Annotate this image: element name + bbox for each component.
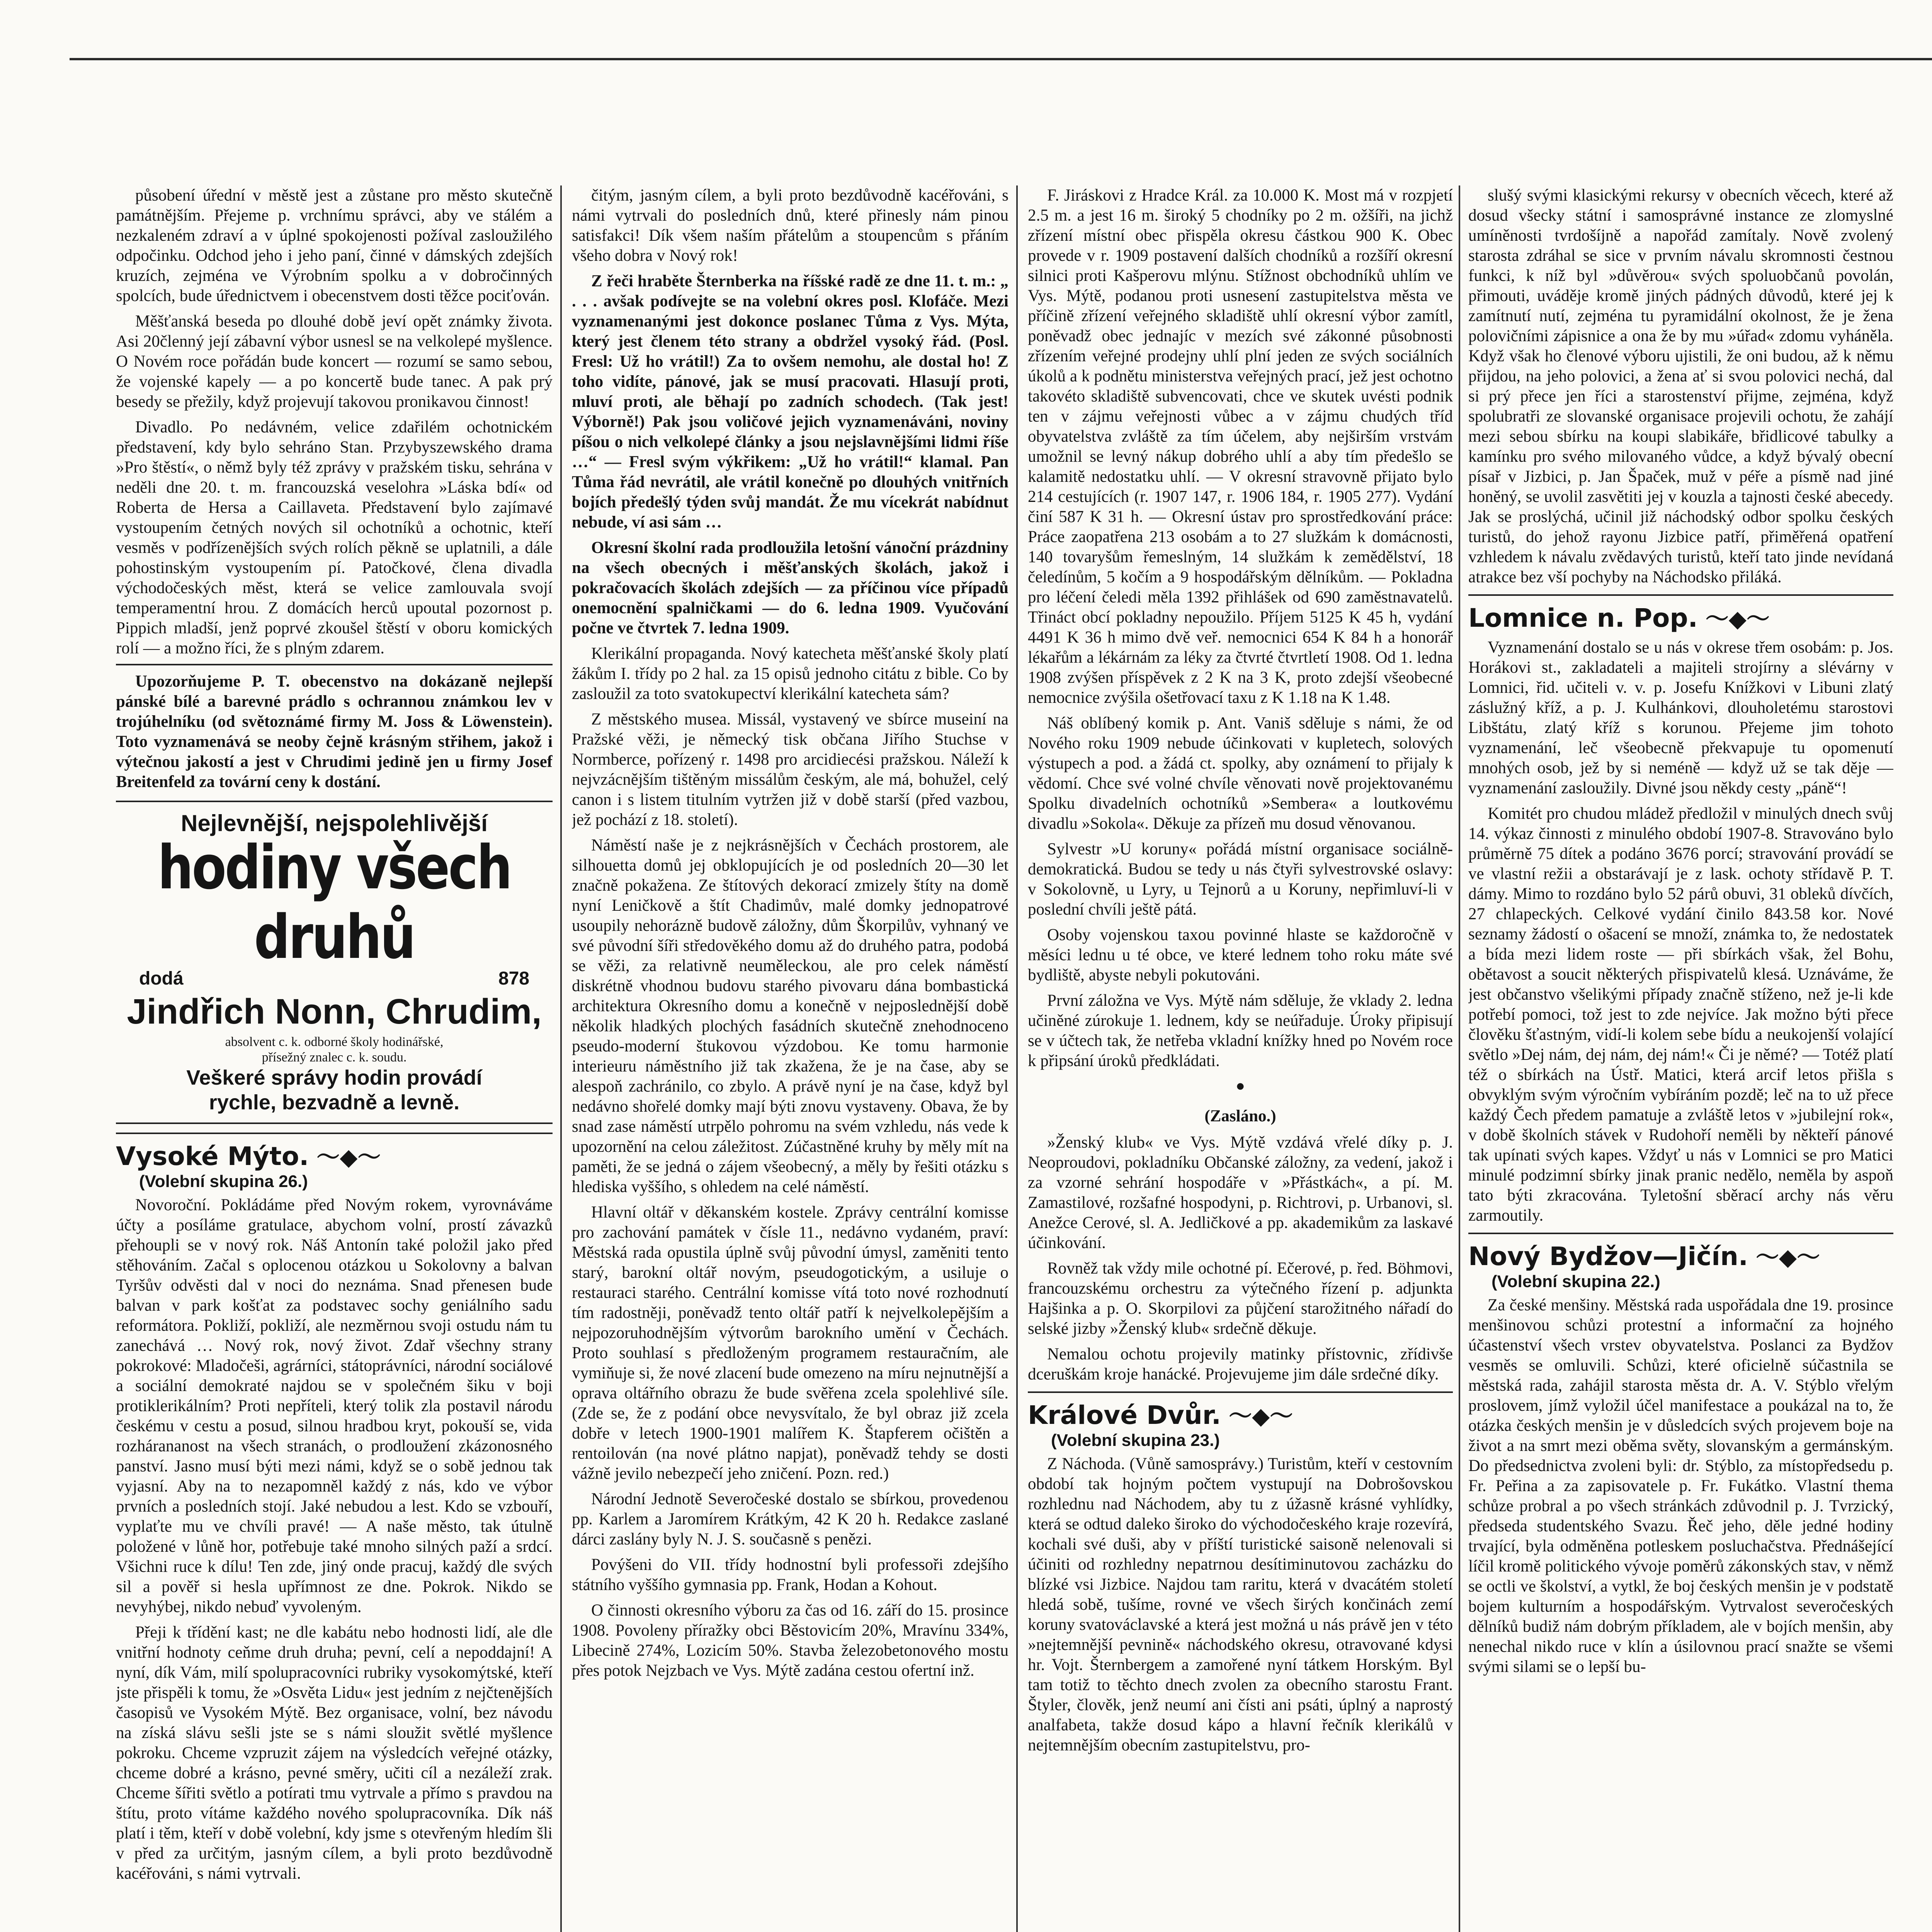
column-4	[1468, 185, 1893, 1932]
column-rule	[560, 185, 562, 1932]
section-header	[1468, 594, 1893, 634]
article-paragraph: Osoby vojenskou taxou povinné hlaste se každoročně v měsíci lednu u té obce, ve které lednem toho roku máte své bydliště, abyste nebyli pokutováni.	[1028, 926, 1453, 984]
article-paragraph: Hlavní oltář v děkanském kostele. Zprávy centrální komisse pro zachování památek v čísle 11., nedávno vydaném, praví: Městská rada opustila úplně svůj původní úmysl, zaměniti tento starý, barokní oltář novým, pseudogotickým, a usiluje o restauraci starého. Centrální komisse vítá toto nové rozhodnutí tím radostněji, poněvadž tento oltář patří k nejvelkolepějším a nejpozoruhodnějším výtvorům barokního umění v Čechách. Proto souhlasí s předloženým programem restauračním, ale vymiňuje si, že nové zlacení bude omezeno na míru nejnutnější a oprava oltářního obrazu že bude svěřena zcela spolehlivé síle. (Zde se, že z podání obce nevysvítalo, že byl obraz již zcela dobře v letech 1900-1901 malířem K. Štapferem očištěn a rentoilován (na nové plátno napjat), poněvadž tehdy se dosti vážně jevilo nebezpečí jeho zničení. Pozn. red.)	[572, 1203, 1009, 1483]
advert-big-text: hodiny všech druhů	[158, 832, 511, 973]
article-paragraph: Vyznamenání dostalo se u nás v okrese třem osobám: p. Jos. Horákovi st., zakladateli a majiteli strojírny a slévárny v Lomnici, řid. učiteli v. v. p. Josefu Knížkovi v Libuni zlatý záslužný kříž, a p. J. Kulhánkovi, dlouholetému starostovi Libštátu, zlatý kříž s korunou. Přejeme jim tohoto vyznamenání, leč všeobecně překvapuje tu opomenutí mnohých osob, jež by si neméně — když už se tak děje — vyznamenání zasloužily. Divné jsou někdy cesty „páně“!	[1468, 638, 1893, 797]
article-paragraph: »Ženský klub« ve Vys. Mýtě vzdává vřelé díky p. J. Neoproudovi, pokladníku Občanské záložny, za vedení, jakož i za vzorné sehrání hospodáře v »Přástkách«, a pí. M. Zamastilové, rozšafné hospodyni, p. Richtrovi, p. Urbanovi, sl. Anežce Cerové, sl. A. Jedličkové a pp. akademikům za laskavé účinkování.	[1028, 1133, 1453, 1252]
article-paragraph: Klerikální propaganda. Nový katecheta měšťanské školy platí žákům I. třídy po 2 hal. za 15 opisů jednoho citátu z bible. Co by zasloužil za toto svatokupectví klerikální katecheta sám?	[572, 645, 1009, 703]
article-paragraph: První záložna ve Vys. Mýtě nám sděluje, že vklady 2. ledna učiněné zúrokuje 1. lednem, kdy se neúřaduje. Úroky připisují se v účtech tak, že netřeba vkladní knížky hned po Novém roce k připsání úroků předkládati.	[1028, 992, 1453, 1070]
advert-line-1: Veškeré správy hodin provádí	[186, 1066, 482, 1089]
advert-small-1: absolvent c. k. odborné školy hodinářské,	[225, 1035, 444, 1049]
article-paragraph: Národní Jednotě Severočeské dostalo se sbírkou, provedenou pp. Karlem a Jaromírem Krátkým, 42 K 20 h. Redakce zaslané dárci zaslány byly N. J. S. současně s penězi.	[572, 1490, 1009, 1548]
article-paragraph: F. Jiráskovi z Hradce Král. za 10.000 K. Most má v rozpjetí 2.5 m. a jest 16 m. široký 5 chodníky po 2 m. ožšíři, na jichž zřízení místní obec přispěla okresu částkou 900 K. Obec provede v r. 1909 postavení dalších chodníků a rozšíří okresní silnici proti Kašperovu mlýnu. Stížnost obchodníků uhlím ve Vys. Mýtě, podanou proti usnesení zastupitelstva města ve příčině zřízení veřejného skladiště uhlí okresní výbor zamítl, poněvadž obec jednajíc v mezích své zákonné působnosti zřízením veřejné prodejny uhlí plní jeden ze svých sociálních úkolů a k podnětu ministerstva veřejných prací, jež jest ochotno takovéto skladiště subvencovati, chce ve skutek uvésti podnik ten v zájmu veřejnosti vůbec a v zájmu chudých tříd obyvatelstva zvláště za tím účelem, aby nejširším vrstvám umožnil se levný nákup dobrého uhlí a aby tím předešlo se kalamitě nedostatku uhlí. — V okresní stravovně přijato bylo 214 cestujících (r. 1907 147, r. 1906 184, r. 1905 277). Vydání činí 587 K 31 h. — Okresní ústav pro sprostředkování práce: Práce zaopatřena 213 osobám a to 27 služkám k domácnosti, 140 tovaryšům řemeslným, 14 služkám k zemědělství, 18 čeledínům, 5 kočím a 9 hospodářským dělníkům. — Pokladna pro léčení čeledi měla 1392 přihlášek od 690 zaměstnavatelů. Třináct obcí pokladny nepoužilo. Příjem 5125 K 45 h, vydání 4491 K 36 h mimo dvě veř. nemocnici 654 K 84 h a honorář lékařům a lékárnám za léky za čtvrté čtvrtletí 1908. Od 1. ledna 1908 zvýšen příspěvek z 2 K na 3 K, proto zdejší všeobecné nemocnice zvýšila ošetřovací taxu z K 1.18 na K 1.48.	[1028, 186, 1453, 707]
article-paragraph: čitým, jasným cílem, a byli proto bezdůvodně kacéřováni, s námi vytrvali do posledních dnů, které přinesly nám pinou satisfakci! Dík všem naším přátelům a stoupencům s přáním všeho dobra v Nový rok!	[572, 186, 1009, 265]
article-paragraph: Divadlo. Po nedávném, velice zdařilém ochotnickém představení, kdy bylo sehráno Stan. Przybyszewského drama »Pro štěstí«, o němž byly též zprávy v pražském tisku, sehrána v neděli dne 20. t. m. francouzská veselohra »Láska bdí« od Roberta de Hersa a Caillaveta. Představení bylo zajímavé vystoupením četných nových sil ochotníků a ochotnic, kteří vesměs v podřízenějších svých rolích pěkně se uplatnili, a dále pohostinským vystoupením pí. Patočkové, člena divadla východočeských měst, která se velice zamlouvala svojí temperamentní hrou. Z domácích herců upoutal pozornost p. Pippich mladší, jenž poprvé zkoušel štěstí v oboru komických rolí — a možno říci, že s plným zdarem.	[116, 418, 553, 657]
article-paragraph: Měšťanská beseda po dlouhé době jeví opět známky života. Asi 20členný její zábavní výbor usnesl se na velkolepé myšlence. O Novém roce pořádán bude koncert — rozumí se samo sebou, že vojenské kapely — a po koncertě bude tanec. A pak prý besedy se přežily, když projevují takovou pronikavou činnost!	[116, 312, 553, 411]
column-2	[572, 185, 1009, 1932]
flourish-icon: 〜◆〜	[316, 1145, 381, 1170]
article-paragraph: Nemalou ochotu projevily matinky přístovnic, zřídivše dceruškám kroje hanácké. Projevujeme jim dále srdečné díky.	[1028, 1345, 1453, 1383]
article-paragraph: Sylvestr »U koruny« pořádá místní organisace sociálně-demokratická. Budou se tedy u nás čtyři sylvestrovské oslavy: v Sokolovně, u Lyry, u Tejnorů a u Koruny, nepřimluví-li v poslední chvíli ještě pátá.	[1028, 840, 1453, 918]
top-rule	[70, 58, 1932, 60]
article-paragraph: Náměstí naše je z nejkrásnějších v Čechách prostorem, ale silhouetta domů jej obklopujících je od posledních 20—30 let značně pokažena. Ze štítových dekorací zmizely štíty na domě nyní Leničkově a štít Chadimův, malé domky jednopatrové usoupily nehorázně budově záložny, dům Škorpilův, vyhnaný ve své původní šíři středověkého domu až do druhého patra, podobá se věži, za relativně neuměleckou, ale pro celek náměstí diskrétně vhodnou budovu starého pivovaru dána bombastická architektura Okresního domu a konečně v nejposlednější době několik hladkých plochých fasádních skutečně znehodnoceno pseudo-moderní štukovou výzdobou. Ke tomu harmonie interieuru náměstního již tak zkažena, že je na čase, aby se alespoň zachránilo, co zbylo. A právě nyní je na čase, když byl nedávno shořelé domky mají býti znovu vystaveny. Obava, že by snad zase náměstí utrpělo pohromu na svém vzhledu, nás vede k upozornění na celou záležitost. Zúčastněné kruhy by měly mít na paměti, že se jedná o zájem všeobecný, a měly by řešiti otázku s hlediska vyššího, s ohledem na celé náměstí.	[572, 836, 1009, 1196]
section-header	[1028, 1391, 1453, 1450]
section-subtitle: (Volební skupina 23.)	[1051, 1431, 1220, 1450]
advert-text: Upozorňujeme P. T. obecenstvo na dokázaně nejlepší pánské bílé a barevné prádlo s ochrannou známkou lev v trojúhelníku (od světoznámé firmy M. Joss & Löwenstein). Toto vyznamenává se neoby čejně krásným střihem, jakož i výtečnou jakostí a jest v Chrudimi jedině jen u firmy Josef Breitenfeld za tovární ceny k dostání.	[116, 672, 553, 791]
column-3	[1028, 185, 1453, 1932]
article-paragraph: Z městského musea. Missál, vystavený ve sbírce museiní na Pražské věži, je německý tisk občana Jiřího Stuchse v Normberce, pořízený r. 1498 pro arcidiecési pražskou. Náleží k nejvzácnějším tištěným missálům českým, ale má, bohužel, celý canon i s listem titulním vytržen již v době starší (před vazbou, jež pochází z 18. století).	[572, 710, 1009, 829]
article-paragraph: slušý svými klasickými rekursy v obecních věcech, které až dosud všecky státní i samosprávné instance ze zlomyslné umíněnosti tvrdošíjně a napořád zamítaly. Nově zvolený starosta zdráhal se sice v prvním návalu skromnosti čestnou funkci, k níž byl »důvěrou« svých spoluobčanů povolán, přimouti, uváděje kromě jiných pádných důvodů, které jej k zamítnutí nutí, zejména tu pyramidální okolnost, že je žena polovičními zápisnice a ona že by mu »úřad« zdomu vyháněla. Když však ho členové výboru ujistili, že oni budou, až k němu přijdou, na jeho polovici, a žena ať si svou polovici nechá, dal si prý přece jen říci a starostenství přijme, zejména, když spolubratři ze slovanské organisace projevili ochotu, že zahájí mezi sebou sbírku na koupi slabikáře, břidlicové tabulky a kamínku pro svého milovaného vůdce, a když bývalý obecní písař v Jizbici, p. Jan Špaček, muž v péře a písmě nad jiné honěný, se uvolil zasvětiti jej v kouzla a tajnosti české abecedy. Jak se proslýchá, učinil již náchodský odbor spolku českých turistů, do jehož rayonu Jizbice patří, přiměřená opatření vzhledem k návalu zvědavých turistů, kteří tato jinde nevídaná atrakce bez vší pochyby na Náchodsko přiláká.	[1468, 186, 1893, 586]
article-paragraph: Přeji k třídění kast; ne dle kabátu nebo hodnosti lidí, ale dle vnitřní hodnoty ceňme druh druha; pevní, celí a nepoddajní! A nyní, dík Vám, milí spolupracovníci rubriky vysokomýtské, kteří jste přispěli k tomu, že »Osvěta Lidu« jest jedním z nejčtenějších časopisů ve Vysokém Mýtě. Bez organisace, volní, bez návodu na získá slávu sešli jste se s námi sloužit světlé myšlence pokroku. Chceme vzpruzit zájem na výsledcích veřejné otázky, chceme dobré a krásno, pevné směry, učiti cíl a nezáleží zrak. Chceme šířiti světlo a potírati tmu vytrvale a přímo s pravdou na štítu, proto vítáme každého nového spolupracovníka. Dík náš platí i těm, kteří v době volební, kdy jsme s otevřeným hledím šli v před za určitým, jasným cílem, a byli proto bezdůvodně kacéřováni, s námi vytrvali.	[116, 1623, 553, 1883]
article-paragraph: Povýšeni do VII. třídy hodnostní byli professoři zdejšího státního vyššího gymnasia pp. Frank, Hodan a Kohout.	[572, 1556, 1009, 1594]
section-subtitle: (Volební skupina 22.)	[1492, 1272, 1660, 1291]
article-paragraph: Okresní školní rada prodloužila letošní vánoční prázdniny na všech obecných i měšťanských školách, jakož i pokračovacích školách zdejších — za příčinou více případů onemocnění spalničkami — do 6. ledna 1909. Vyučování počne ve čtvrtek 7. ledna 1909.	[572, 539, 1009, 637]
article-paragraph: Z řeči hraběte Šternberka na říšské radě ze dne 11. t. m.: „ . . . avšak podívejte se na volební okres posl. Klofáče. Mezi vyznamenanými jest dokonce poslanec Tůma z Vys. Mýta, který jest členem této strany a obdržel vysoký řád. (Posl. Fresl: Už ho vrátil!) Za to ovšem nemohu, ale dostal ho! Z toho vidíte, pánové, jak se musí pracovati. Hlasují proti, mluví proti, ale běhají po zadních schodech. (Tak jest! Výborně!) Pak jsou voličové jejich vyznamenáváni, noviny píšou o nich velkolepé články a jsou nejslavnějšími lidmi říše …“ — Fresl svým výkřikem: „Už ho vrátil!“ klamal. Pan Tůma řád nevrátil, ale vrátil konečně po dlouhých vnitřních bojích předešlý týden svůj mandát. Že mu vícekrát nabídnut nebude, ví asi sám …	[572, 272, 1009, 531]
section-header	[1468, 1233, 1893, 1291]
section-title: Nový Bydžov—Jičín.	[1468, 1242, 1748, 1271]
section-subtitle: (Volební skupina 26.)	[139, 1172, 308, 1191]
section-title: Králové Dvůr.	[1028, 1400, 1221, 1430]
advert-number: 878	[498, 968, 529, 989]
article-paragraph: působení úřední v městě jest a zůstane pro město skutečně památnějším. Přejeme p. vrchnímu správci, aby ve stálém a nezkaleném zdraví a v úplné spokojenosti požíval zasloužilého odpočinku. Odchod jeho i jeho paní, činné v dámských zdejších kruzích, zejména ve Výrobním spolku a v dobročinných spolcích, bude úřednictvem i obecenstvem dosti těžce pociťován.	[116, 186, 553, 305]
advert-firm-name: Jindřich Nonn, Chrudim,	[127, 992, 542, 1031]
section-title: Vysoké Mýto.	[116, 1141, 309, 1171]
section-header	[116, 1133, 553, 1191]
advert-small-2: přísežný znalec c. k. soudu.	[262, 1050, 407, 1065]
advert-laundry	[116, 664, 553, 792]
article-paragraph: Z Náchoda. (Vůně samosprávy.) Turistům, kteří v cestovním období tak hojným počtem vystupují na Dobrošovskou rozhlednu nad Náchodem, aby tu z úžasně krásné vyhlídky, která se odtud daleko široko do východočeského kraje rozevírá, kochali své duši, aby v příští turistické saisoně nelenovali si účiniti od rozhledny nepatrnou desítiminutovou zacházku do blízké vsi Jizbice. Najdou tam raritu, která v dvacátém století hledá sobě, tušíme, rovné ve všech širých končinách zemí koruny svatováclavské a která jest možná u nás právě jen v této »nejtemnější pevnině« náchodského okresu, otravované kdysi hr. Vojt. Šternbergem a zamořené nyní tátkem Horským. Byl tam totiž to těchto dnech zvolen za obecního starostu Frant. Štyler, člověk, jenž neumí ani čísti ani psáti, úplný a naprostý analfabeta, takže dosud kápo a hlavní řečník klerikálů v nejtemnějším obecním zastupitelstvu, pro-	[1028, 1455, 1453, 1754]
flourish-icon: 〜◆〜	[1705, 606, 1770, 632]
article-paragraph: O činnosti okresního výboru za čas od 16. září do 15. prosince 1908. Povoleny příražky obci Běstovicím 20%, Mravínu 334%, Libecině 274%, Lozicím 50%. Stavba železobetonového mostu přes potok Nejzbach ve Vys. Mýtě zadána cestou ofertní inž.	[572, 1601, 1009, 1680]
article-paragraph: Rovněž tak vždy mile ochotné pí. Ečerové, p. řed. Böhmovi, francouzskému orchestru za výtečného řízení p. adjunkta Hajšinka a p. O. Skorpilovi za půjčení starožitného nářadí do selské jizby »Ženský klub« srdečně děkuje.	[1028, 1259, 1453, 1338]
article-paragraph: Za české menšiny. Městská rada uspořádala dne 19. prosince menšinovou schůzi protestní a informační za hojného účastenství všech vrstev obyvatelstva. Poslanci za Bydžov vesměs se omluvili. Schůzi, které oficielně súčastnila se městská rada, zahájil starosta města dr. A. V. Stýblo vřelým proslovem, jímž vyložil účel manifestace a poukázal na to, že otázka českých menšin je v důsledcích svých projevem boje na život a na smrt mezi oběma světy, slovanským a germánským. Do předsednictva zvoleni byli: dr. Stýblo, za místopředsedu p. Fr. Peřina a za zapisovatele p. Fr. Fukátko. Vlastní thema schůze probral a po všech stránkách zdůvodnil p. J. Tvrzický, předseda studentského Svazu. Řeč jeho, děle jedné hodiny trvající, byla odměněna potleskem posluchačstva. Přednášející líčil kromě politického vývoje poměrů zákonských stav, v němž se octli ve školství, a vytkl, že boj českých menšin je v podstatě bojem kulturním a hospodářským. Vytrvalost severočeských dělníků budiž nám dobrým příkladem, ale v bojích menšin, aby nenechal nikdo ruce v klín a úsilovnou prací snažte se všemi svými silami se o lepší bu-	[1468, 1296, 1893, 1676]
advert-watches	[116, 801, 553, 1124]
separator-dot-icon: ●	[1235, 1077, 1245, 1094]
advert-headline: Nejlevnější, nejspolehlivější	[181, 810, 488, 836]
zaslano-heading: (Zasláno.)	[1204, 1107, 1276, 1125]
section-title: Lomnice n. Pop.	[1468, 603, 1698, 633]
advert-doda: dodá	[139, 968, 184, 989]
article-paragraph: Komitét pro chudou mládež předložil v minulých dnech svůj 14. výkaz činnosti z minulého období 1907-8. Stravováno bylo průměrně 75 dítek a podáno 3676 porcí; stravování provádí se ve vlastní režii a obstarávají je z lask. ochoty střídavě P. T. dámy. Mimo to rozdáno bylo 52 párů obuvi, 31 obleků dívčích, 27 chlapeckých. Celkové vydání činilo 843.58 kor. Nové seznamy žádostí o ošacení se množí, známka to, že nedostatek a bída mezi lidem roste — při sbírkách však, žel Bohu, obětavost a soucit některých přispivatelů klesá. Uznáváme, že jest občanstvo všelikými případy značně stíženo, než je-li kde potřebí pomoci, tož jest to zde nejvíce. Jak možno býti přece člověku šťastným, vidí-li kolem sebe bídu a neukojenší volající světlo »Dej nám, dej nám, dej nám!« Či je němé? — Totéž platí též o sbírkách na Ústř. Matici, která arcif letos přišla s obvyklým svým výročním vybíráním pozdě; leč na to už přece každý Čech předem pamatuje a zvláště letos v »jubilejní rok«, v době školních stávek v Rudohoří neměli by někteří pánové tak upínati svých kapes. Vždyť u nás v Lomnici se pro Matici minulé podzimní sbírky jinak pranic nedělo, neměla by aspoň tato býti zkracována. Tyletošní sběrací archy nás věru zarmoutily.	[1468, 804, 1893, 1225]
column-rule	[1016, 185, 1018, 1932]
column-1	[116, 185, 553, 1932]
flourish-icon: 〜◆〜	[1228, 1403, 1293, 1429]
advert-line-2: rychle, bezvadně a levně.	[209, 1091, 460, 1114]
article-paragraph: Novoroční. Pokládáme před Novým rokem, vyrovnáváme účty a posíláme gratulace, abychom volní, prostí závazků přehoupli se v nový rok. Náš Antonín také položil jako před stěhováním. Začal s oplocenou otázkou u Sokolovny a balvan Tyršův odvěsti dal v noci do neznáma. Snad přenesen bude balvan v park košťat za podstavec sochy geniálního sadu reformátora. Pokliží, pokliží, ale nezměrnou svoji ostudu nám tu zanechává … Nový rok, nový život. Zdař všechny strany pokrokové: Mladočeši, agrárníci, státoprávníci, národní sociálové a sociální demokraté najdou se v společném šiku v boji protiklerikálním? Proti nepříteli, který tolik zla postavil národu českému v cestu a posud, silnou hradbou kryt, pokouší se, vida rozhárananost na všech stranách, o prodloužení zkázonosného panství. Jasno musí býti mezi námi, když se o sobě jednou tak vyjasní. Aby na to nezapomněl každý z nás, kdo ve výbor prvních a posledních stojí. Jaké nebudou a lest. Kdo se vzbouří, vyplaťte mu ve chvíli pravé! — A naše město, tak útulně položené v lůně hor, potřebuje také mnoho silných paží a srdcí. Všichni ruce k dílu! Ten zde, jiný onde pracuj, každý dle svých sil a pověř si hesla upřímnost ze dne. Pokrok. Nikdo se nevyhýbej, nikdo nebuď vyvoleným.	[116, 1196, 553, 1616]
column-rule	[1459, 185, 1460, 1932]
flourish-icon: 〜◆〜	[1755, 1245, 1820, 1270]
article-paragraph: Náš oblíbený komik p. Ant. Vaniš sděluje s námi, že od Nového roku 1909 nebude účinkovati v kupletech, solových výstupech a pod. a žádá ct. spolky, aby oznámení to přijaly k vědomí. Chce své volné chvíle věnovati nově projektovanému Spolku divadelních ochotníků »Sembera« a loutkovému divadlu »Sokola«. Děkuje za přízeň mu dosud věnovanou.	[1028, 714, 1453, 833]
